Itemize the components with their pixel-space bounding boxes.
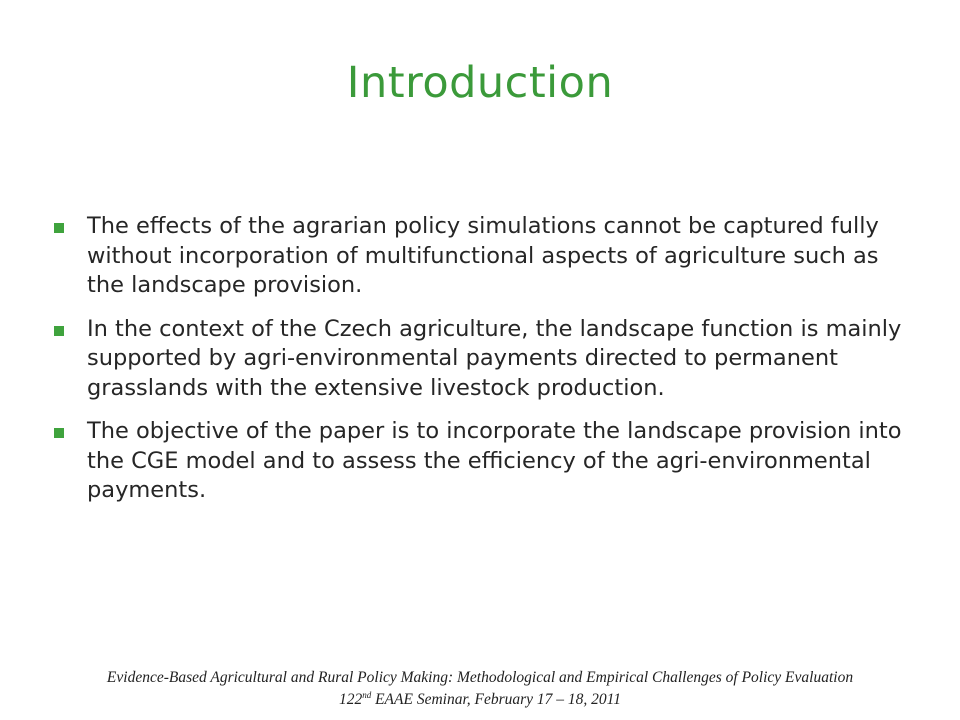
bullet-text: In the context of the Czech agriculture, the landscape function is mainly supported by agri-environmental payments directed to permanent grasslands with the extensive livestock production. [87,315,902,401]
footer-seminar-number: 122 [338,691,363,709]
square-bullet-icon [54,428,64,438]
bullet-item [50,212,910,301]
bullet-text: The effects of the agrarian policy simulations cannot be captured fully without incorporation of multifunctional aspects of agriculture such as the landscape provision. [87,213,879,298]
slide-title: Introduction [346,58,614,108]
footer-seminar-info [0,690,960,709]
bullet-item [50,315,910,404]
bullet-list [50,212,910,520]
footer-ordinal-suffix: nd [362,690,372,700]
footer-seminar-details: EAAE Seminar, February 17 – 18, 2011 [371,691,622,709]
square-bullet-icon [54,223,64,233]
footer-conference-title: Evidence-Based Agricultural and Rural Policy Making: Methodological and Empirical Challenges of Policy Evaluation [106,669,854,686]
bullet-text: The objective of the paper is to incorporate the landscape provision into the CGE model and to assess the efficiency of the agri-environmental payments. [87,418,902,503]
bullet-item [50,417,910,506]
square-bullet-icon [54,326,64,336]
